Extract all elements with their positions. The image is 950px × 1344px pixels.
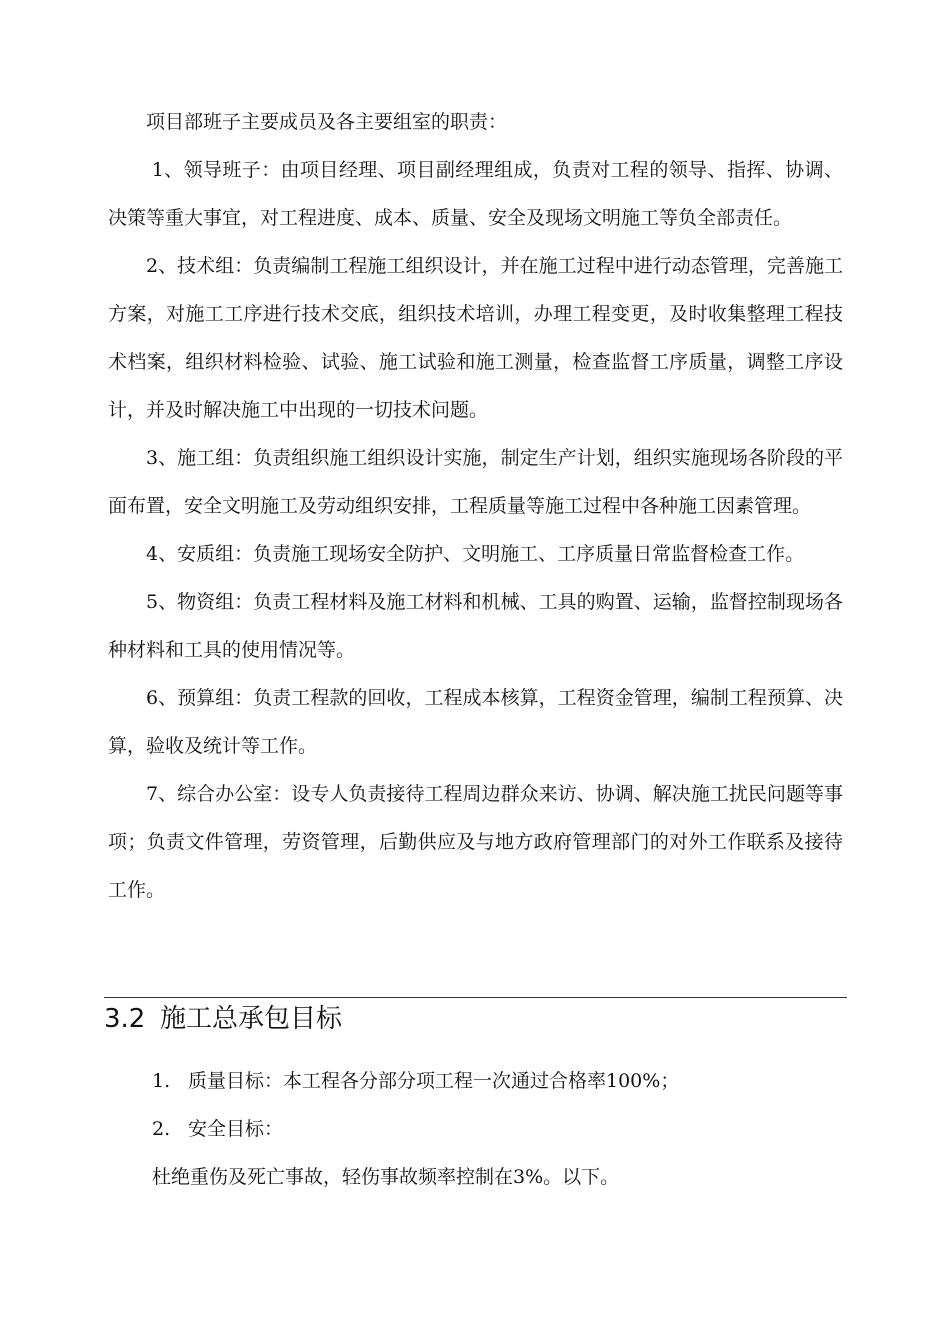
goals-list <box>108 1057 843 1201</box>
responsibility-safety-quality: 4、安质组：负责施工现场安全防护、文明施工、工序质量日常监督检查工作。 <box>146 543 805 565</box>
goal-safety <box>108 1105 843 1153</box>
goal-quality <box>108 1057 843 1105</box>
goal-text: 安全目标： <box>188 1118 284 1140</box>
responsibility-office: 7、综合办公室：设专人负责接待工程周边群众来访、协调、解决施工扰民问题等事项；负责文件管理，劳资管理，后勤供应及与地方政府管理部门的对外工作联系及接待工作。 <box>108 783 843 901</box>
goal-number: 1. <box>152 1070 171 1092</box>
responsibility-budget: 6、预算组：负责工程款的回收，工程成本核算，工程资金管理，编制工程预算、决算，验收及统计等工作。 <box>108 687 843 757</box>
intro-paragraph: 项目部班子主要成员及各主要组室的职责： <box>146 111 508 133</box>
goal-text: 质量目标：本工程各分部分项工程一次通过合格率100%； <box>188 1070 680 1092</box>
responsibility-construction: 3、施工组：负责组织施工组织设计实施，制定生产计划，组织实施现场各阶段的平面布置，安全文明施工及劳动组织安排，工程质量等施工过程中各种施工因素管理。 <box>108 447 843 517</box>
responsibility-leadership: 1、领导班子：由项目经理、项目副经理组成，负责对工程的领导、指挥、协调、决策等重大事宜，对工程进度、成本、质量、安全及现场文明施工等负全部责任。 <box>108 159 843 229</box>
responsibilities-section <box>108 98 843 914</box>
section-number: 3.2 <box>104 1004 146 1034</box>
responsibility-technical: 2、技术组：负责编制工程施工组织设计，并在施工过程中进行动态管理，完善施工方案，对施工工序进行技术交底，组织技术培训，办理工程变更，及时收集整理工程技术档案，组织材料检验、试验、施工试验和施工测量，检查监督工序质量，调整工序设计，并及时解决施工中出现的一切技术问题。 <box>108 255 843 421</box>
section-title: 施工总承包目标 <box>160 1004 343 1034</box>
section-heading <box>104 996 847 1042</box>
goal-safety-detail: 杜绝重伤及死亡事故，轻伤事故频率控制在3%。以下。 <box>152 1166 620 1188</box>
goal-number: 2. <box>152 1118 171 1140</box>
responsibility-materials: 5、物资组：负责工程材料及施工材料和机械、工具的购置、运输，监督控制现场各种材料和工具的使用情况等。 <box>108 591 843 661</box>
